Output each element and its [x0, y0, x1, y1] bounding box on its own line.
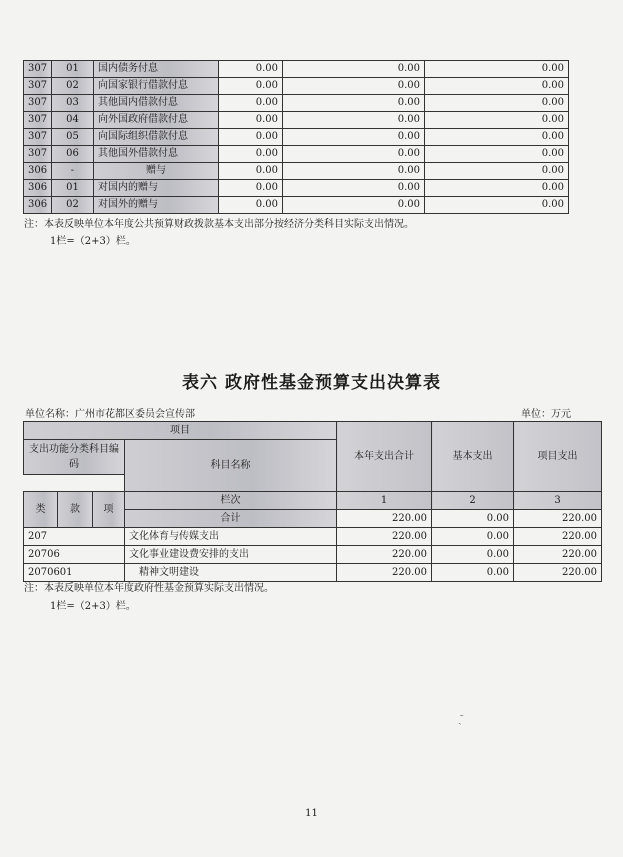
subject-name: 向国际组织借款付息 — [94, 129, 219, 146]
col-number-3: 3 — [514, 492, 602, 510]
subject-name: 国内债务付息 — [94, 61, 219, 78]
basic-amount: 0.00 — [432, 528, 514, 546]
table-note: 注：本表反映单位本年度政府性基金预算实际支出情况。 — [24, 583, 274, 594]
lanci-label: 栏次 — [125, 492, 337, 510]
subject-name: 赠与 — [94, 163, 219, 180]
subject-name: 向外国政府借款付息 — [94, 112, 219, 129]
category-code: 306 — [24, 163, 52, 180]
subject-name: 其他国外借款付息 — [94, 146, 219, 163]
function-code: 207 — [24, 528, 125, 546]
item-code: 01 — [52, 180, 94, 197]
table-row — [24, 146, 569, 163]
table-row — [24, 61, 569, 78]
total-project: 220.00 — [514, 510, 602, 528]
subject-name-header: 科目名称 — [125, 440, 337, 492]
page-title: 表六 政府性基金预算支出决算表 — [182, 373, 441, 393]
page-number: 11 — [305, 808, 318, 819]
code-group-header: 支出功能分类科目编码 — [24, 440, 125, 475]
basic-amount: 0.00 — [283, 163, 425, 180]
project-header: 项目 — [24, 422, 337, 440]
basic-amount: 0.00 — [283, 129, 425, 146]
table-row — [24, 528, 602, 546]
col-total-header: 本年支出合计 — [337, 422, 432, 492]
category-code: 306 — [24, 197, 52, 214]
total-amount: 0.00 — [219, 95, 283, 112]
total-amount: 220.00 — [337, 564, 432, 582]
total-label: 合计 — [125, 510, 337, 528]
basic-amount: 0.00 — [283, 112, 425, 129]
item-code: 04 — [52, 112, 94, 129]
table-row — [24, 95, 569, 112]
xiang-header: 项 — [93, 492, 125, 528]
col-project-header: 项目支出 — [514, 422, 602, 492]
project-amount: 220.00 — [514, 564, 602, 582]
table-row — [24, 112, 569, 129]
basic-amount: 0.00 — [283, 61, 425, 78]
category-code: 307 — [24, 95, 52, 112]
col-number-2: 2 — [432, 492, 514, 510]
category-code: 307 — [24, 78, 52, 95]
project-amount: 220.00 — [514, 546, 602, 564]
table-row — [24, 78, 569, 95]
table-row — [24, 163, 569, 180]
project-amount: 0.00 — [425, 129, 569, 146]
total-amount: 0.00 — [219, 197, 283, 214]
currency-unit: 单位：万元 — [521, 409, 571, 420]
total-amount: 0.00 — [219, 129, 283, 146]
item-code: 02 — [52, 197, 94, 214]
item-code: 03 — [52, 95, 94, 112]
basic-amount: 0.00 — [283, 146, 425, 163]
category-code: 307 — [24, 129, 52, 146]
subject-name: 向国家银行借款付息 — [94, 78, 219, 95]
unit-name: 单位名称：广州市花都区委员会宣传部 — [25, 409, 195, 420]
project-amount: 0.00 — [425, 78, 569, 95]
basic-amount: 0.00 — [283, 95, 425, 112]
project-amount: 0.00 — [425, 61, 569, 78]
table-row — [24, 180, 569, 197]
total-amount: 220.00 — [337, 510, 432, 528]
category-code: 307 — [24, 112, 52, 129]
basic-amount: 0.00 — [432, 546, 514, 564]
header-row-1 — [24, 422, 602, 440]
government-fund-expenditure-table — [23, 421, 602, 582]
total-amount: 0.00 — [219, 163, 283, 180]
table-formula-note: 1栏=（2+3）栏。 — [50, 236, 136, 247]
basic-amount: 0.00 — [432, 564, 514, 582]
project-amount: 0.00 — [425, 146, 569, 163]
basic-amount: 0.00 — [283, 180, 425, 197]
subject-name: 精神文明建设 — [125, 564, 337, 582]
pen-mark: ˏ͂ — [458, 712, 462, 725]
category-code: 307 — [24, 61, 52, 78]
subject-name: 文化事业建设费安排的支出 — [125, 546, 337, 564]
total-amount: 220.00 — [337, 546, 432, 564]
economic-classification-body — [24, 61, 569, 214]
basic-amount: 0.00 — [283, 78, 425, 95]
item-code: 05 — [52, 129, 94, 146]
total-amount: 0.00 — [219, 112, 283, 129]
function-code: 2070601 — [24, 564, 125, 582]
project-amount: 0.00 — [425, 163, 569, 180]
project-amount: 0.00 — [425, 95, 569, 112]
total-amount: 220.00 — [337, 528, 432, 546]
item-code: 01 — [52, 61, 94, 78]
government-fund-expenditure-body — [24, 528, 602, 582]
total-amount: 0.00 — [219, 78, 283, 95]
project-amount: 0.00 — [425, 112, 569, 129]
category-code: 307 — [24, 146, 52, 163]
subject-name: 对国内的赠与 — [94, 180, 219, 197]
table-note: 注：本表反映单位本年度公共预算财政拨款基本支出部分按经济分类科目实际支出情况。 — [24, 219, 414, 230]
total-amount: 0.00 — [219, 61, 283, 78]
lei-header: 类 — [24, 492, 58, 528]
function-code: 20706 — [24, 546, 125, 564]
col-number-1: 1 — [337, 492, 432, 510]
item-code: 06 — [52, 146, 94, 163]
subject-name: 对国外的赠与 — [94, 197, 219, 214]
header-row-4 — [24, 492, 602, 510]
economic-classification-table — [23, 60, 569, 214]
table-row — [24, 129, 569, 146]
basic-amount: 0.00 — [283, 197, 425, 214]
item-code: - — [52, 163, 94, 180]
project-amount: 0.00 — [425, 180, 569, 197]
total-amount: 0.00 — [219, 180, 283, 197]
table-row — [24, 546, 602, 564]
table-formula-note: 1栏=（2+3）栏。 — [50, 601, 136, 612]
subject-name: 其他国内借款付息 — [94, 95, 219, 112]
kuan-header: 款 — [58, 492, 93, 528]
table-row — [24, 197, 569, 214]
col-basic-header: 基本支出 — [432, 422, 514, 492]
item-code: 02 — [52, 78, 94, 95]
total-amount: 0.00 — [219, 146, 283, 163]
subject-name: 文化体育与传媒支出 — [125, 528, 337, 546]
category-code: 306 — [24, 180, 52, 197]
total-basic: 0.00 — [432, 510, 514, 528]
project-amount: 0.00 — [425, 197, 569, 214]
project-amount: 220.00 — [514, 528, 602, 546]
